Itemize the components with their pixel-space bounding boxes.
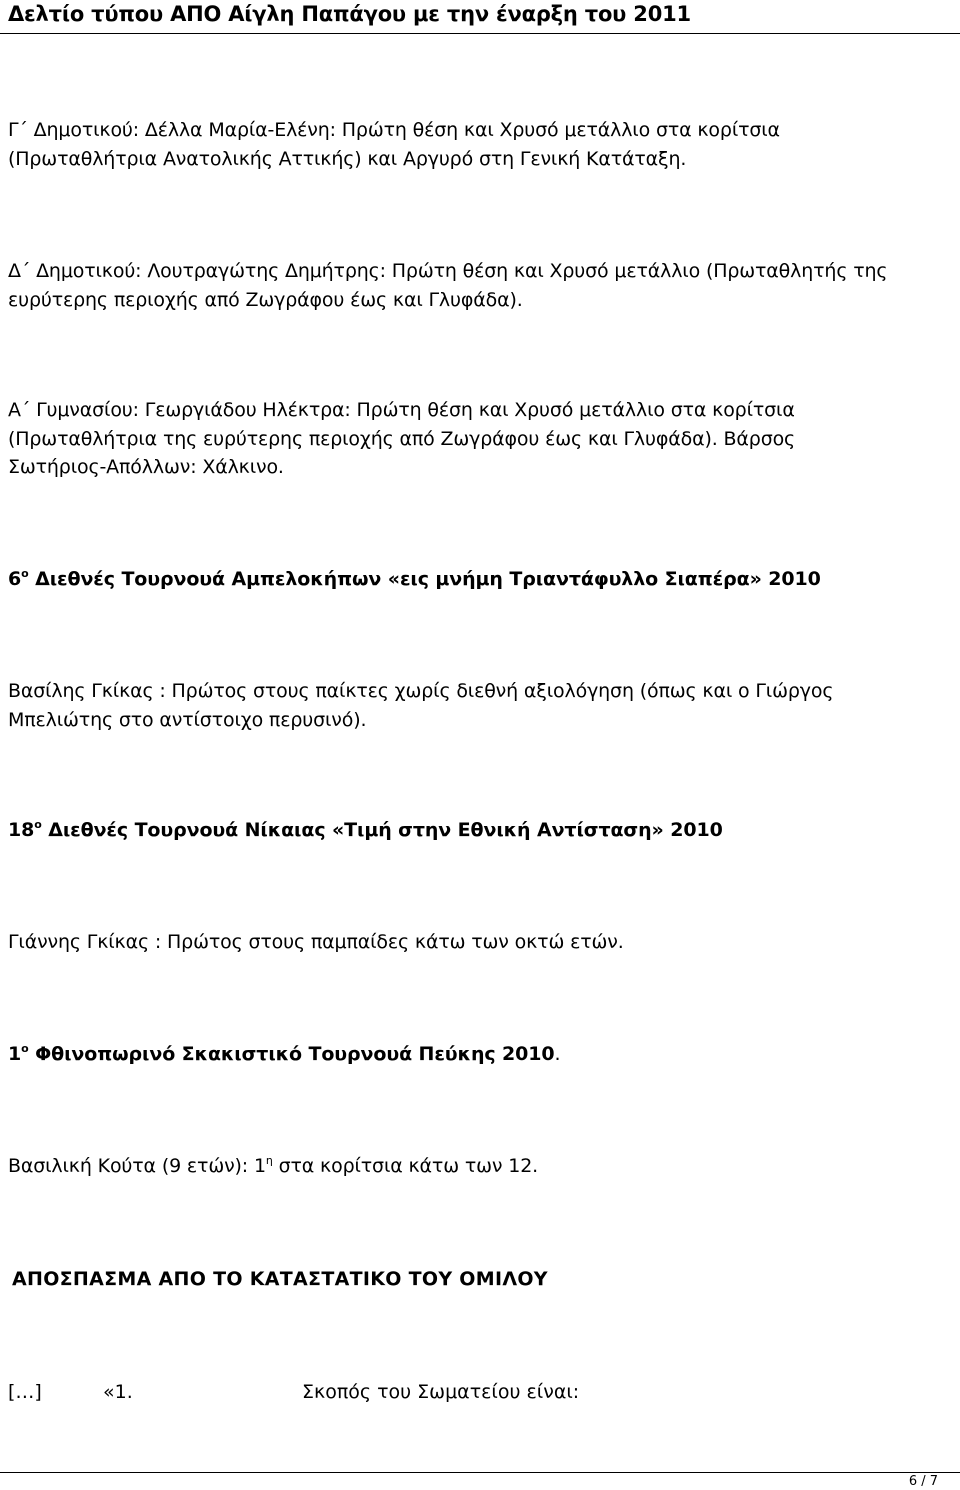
heading-number: 6 (8, 568, 22, 590)
ordinal-suffix: ο (34, 818, 42, 831)
page-footer (0, 1460, 960, 1490)
paragraph-della (8, 116, 952, 173)
paragraph-line (8, 1152, 952, 1181)
paragraph-line: Σωτήριος-Απόλλων: Χάλκινο. (8, 456, 284, 478)
heading-text: Φθινοπωρινό Σκακιστικό Τουρνουά Πεύκης 2010 (28, 1043, 555, 1065)
paragraph-line: ευρύτερης περιοχής από Ζωγράφου έως και Γλυφάδα). (8, 288, 523, 311)
heading-text: Διεθνές Τουρνουά Αμπελοκήπων «εις μνήμη Τριαντάφυλλο Σιαπέρα» 2010 (28, 568, 821, 590)
footer-divider (0, 1472, 960, 1473)
paragraph-giannis-gkikas (8, 928, 952, 957)
statute-article-number: «1. (103, 1381, 133, 1403)
paragraph-line: (Πρωταθλήτρια της ευρύτερης περιοχής από Ζωγράφου έως και Γλυφάδα). Βάρσος (8, 427, 796, 450)
heading-text: Διεθνές Τουρνουά Νίκαιας «Τιμή στην Εθνική Αντίσταση» 2010 (41, 819, 723, 841)
paragraph-vasilis-gkikas (8, 677, 952, 734)
ordinal-suffix: η (265, 1154, 273, 1167)
paragraph-line: Δ΄ Δημοτικού: Λουτραγώτης Δημήτρης: Πρώτη θέση και Χρυσό μετάλλιο (Πρωταθλητής της (8, 260, 888, 282)
page-header (0, 0, 960, 36)
paragraph-text: στα κορίτσια κάτω των 12. (272, 1155, 539, 1177)
paragraph-loutragotis (8, 257, 952, 314)
heading-pefki-tournament (8, 1040, 560, 1068)
statute-ellipsis: […] (8, 1381, 42, 1403)
paragraph-line: Α΄ Γυμνασίου: Γεωργιάδου Ηλέκτρα: Πρώτη θέση και Χρυσό μετάλλιο στα κορίτσια (8, 399, 795, 421)
statute-excerpt-title: ΑΠΟΣΠΑΣΜΑ ΑΠΟ ΤΟ ΚΑΤΑΣΤΑΤΙΚΟ ΤΟΥ ΟΜΙΛΟΥ (12, 1268, 548, 1290)
paragraph-line: Βασίλης Γκίκας : Πρώτος στους παίκτες χωρίς διεθνή αξιολόγηση (όπως και ο Γιώργος (8, 680, 834, 702)
ordinal-suffix: ο (21, 1042, 29, 1055)
header-divider (0, 33, 960, 34)
paragraph-georgiadou (8, 396, 952, 482)
page-number: 6 / 7 (908, 1474, 938, 1489)
paragraph-koutra (8, 1152, 952, 1181)
ordinal-suffix: ο (21, 567, 29, 580)
paragraph-line: Γ΄ Δημοτικού: Δέλλα Μαρία-Ελένη: Πρώτη θέση και Χρυσό μετάλλιο στα κορίτσια (8, 119, 780, 141)
paragraph-text: Βασιλική Κούτα (9 ετών): 1 (8, 1155, 266, 1177)
document-title: Δελτίο τύπου ΑΠΟ Αίγλη Παπάγου με την έναρξη του 2011 (8, 2, 691, 26)
paragraph-line: (Πρωταθλήτρια Ανατολικής Αττικής) και Αργυρό στη Γενική Κατάταξη. (8, 147, 687, 170)
heading-period: . (554, 1043, 561, 1065)
heading-number: 1 (8, 1043, 22, 1065)
heading-number: 18 (8, 819, 35, 841)
statute-article-text: Σκοπός του Σωματείου είναι: (302, 1381, 580, 1403)
paragraph-line: Μπελιώτης στο αντίστοιχο περυσινό). (8, 708, 367, 731)
heading-ampelokipoi-tournament (8, 565, 821, 593)
paragraph-line: Γιάννης Γκίκας : Πρώτος στους παμπαίδες κάτω των οκτώ ετών. (8, 931, 624, 953)
heading-nikaia-tournament (8, 816, 723, 844)
